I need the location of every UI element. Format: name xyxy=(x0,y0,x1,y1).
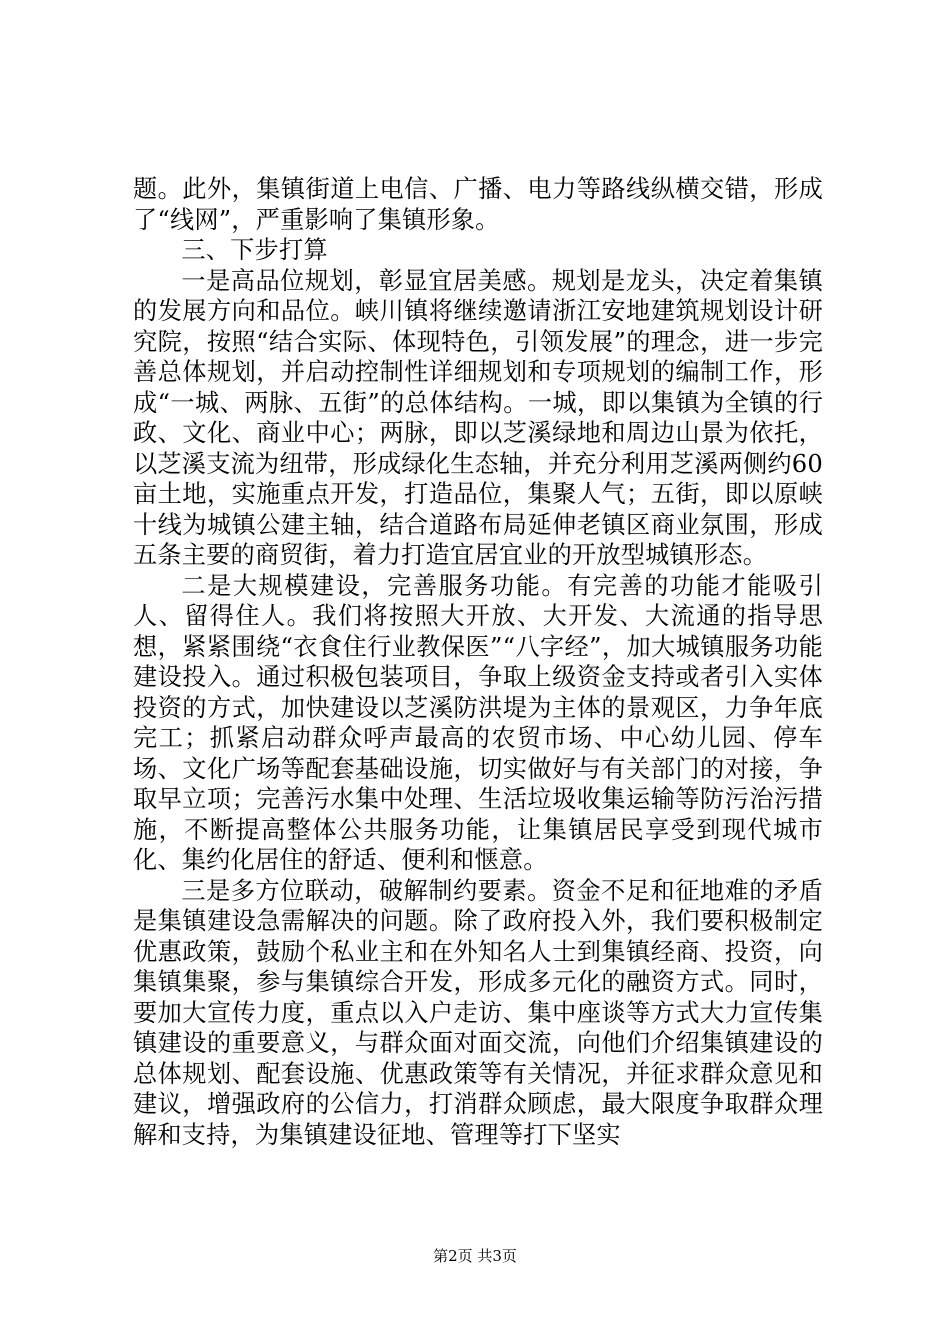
paragraph-continuation: 题。此外，集镇街道上电信、广播、电力等路线纵横交错，形成了“线网”，严重影响了集镇形象。 xyxy=(133,175,823,234)
paragraph-planning: 一是高品位规划，彰显宜居美感。规划是龙头，决定着集镇的发展方向和品位。峡川镇将继续邀请浙江安地建筑规划设计研究院，按照“结合实际、体现特色，引领发展”的理念，进一步完善总体规划，并启动控制性详细规划和专项规划的编制工作，形成“一城、两脉、五街”的总体结构。一城，即以集镇为全镇的行政、文化、商业中心；两脉，即以芝溪绿地和周边山景为依托，以芝溪支流为纽带，形成绿化生态轴，并充分利用芝溪两侧约60亩土地，实施重点开发，打造品位，集聚人气；五街，即以原峡十线为城镇公建主轴，结合道路布局延伸老镇区商业氛围，形成五条主要的商贸街，着力打造宜居宜业的开放型城镇形态。 xyxy=(133,266,823,569)
paragraph-construction: 二是大规模建设，完善服务功能。有完善的功能才能吸引人、留得住人。我们将按照大开放、大开发、大流通的指导思想，紧紧围绕“衣食住行业教保医”“八字经”，加大城镇服务功能建设投入。通过积极包装项目，争取上级资金支持或者引入实体投资的方式，加快建设以芝溪防洪堤为主体的景观区，力争年底完工；抓紧启动群众呼声最高的农贸市场、中心幼儿园、停车场、文化广场等配套基础设施，切实做好与有关部门的对接，争取早立项；完善污水集中处理、生活垃圾收集运输等防污治污措施，不断提高整体公共服务功能，让集镇居民享受到现代城市化、集约化居住的舒适、便利和惬意。 xyxy=(133,571,823,874)
paragraph-coordination: 三是多方位联动，破解制约要素。资金不足和征地难的矛盾是集镇建设急需解决的问题。除了政府投入外，我们要积极制定优惠政策，鼓励个私业主和在外知名人士到集镇经商、投资，向集镇集聚，参与集镇综合开发，形成多元化的融资方式。同时，要加大宣传力度，重点以入户走访、集中座谈等方式大力宣传集镇建设的重要意义，与群众面对面交流，向他们介绍集镇建设的总体规划、配套设施、优惠政策等有关情况，并征求群众意见和建议，增强政府的公信力，打消群众顾虑，最大限度争取群众理解和支持，为集镇建设征地、管理等打下坚实 xyxy=(133,876,823,1149)
section-heading: 三、下步打算 xyxy=(181,236,328,264)
document-body xyxy=(133,174,823,1150)
page-footer: 第2页 共3页 xyxy=(433,1247,517,1265)
